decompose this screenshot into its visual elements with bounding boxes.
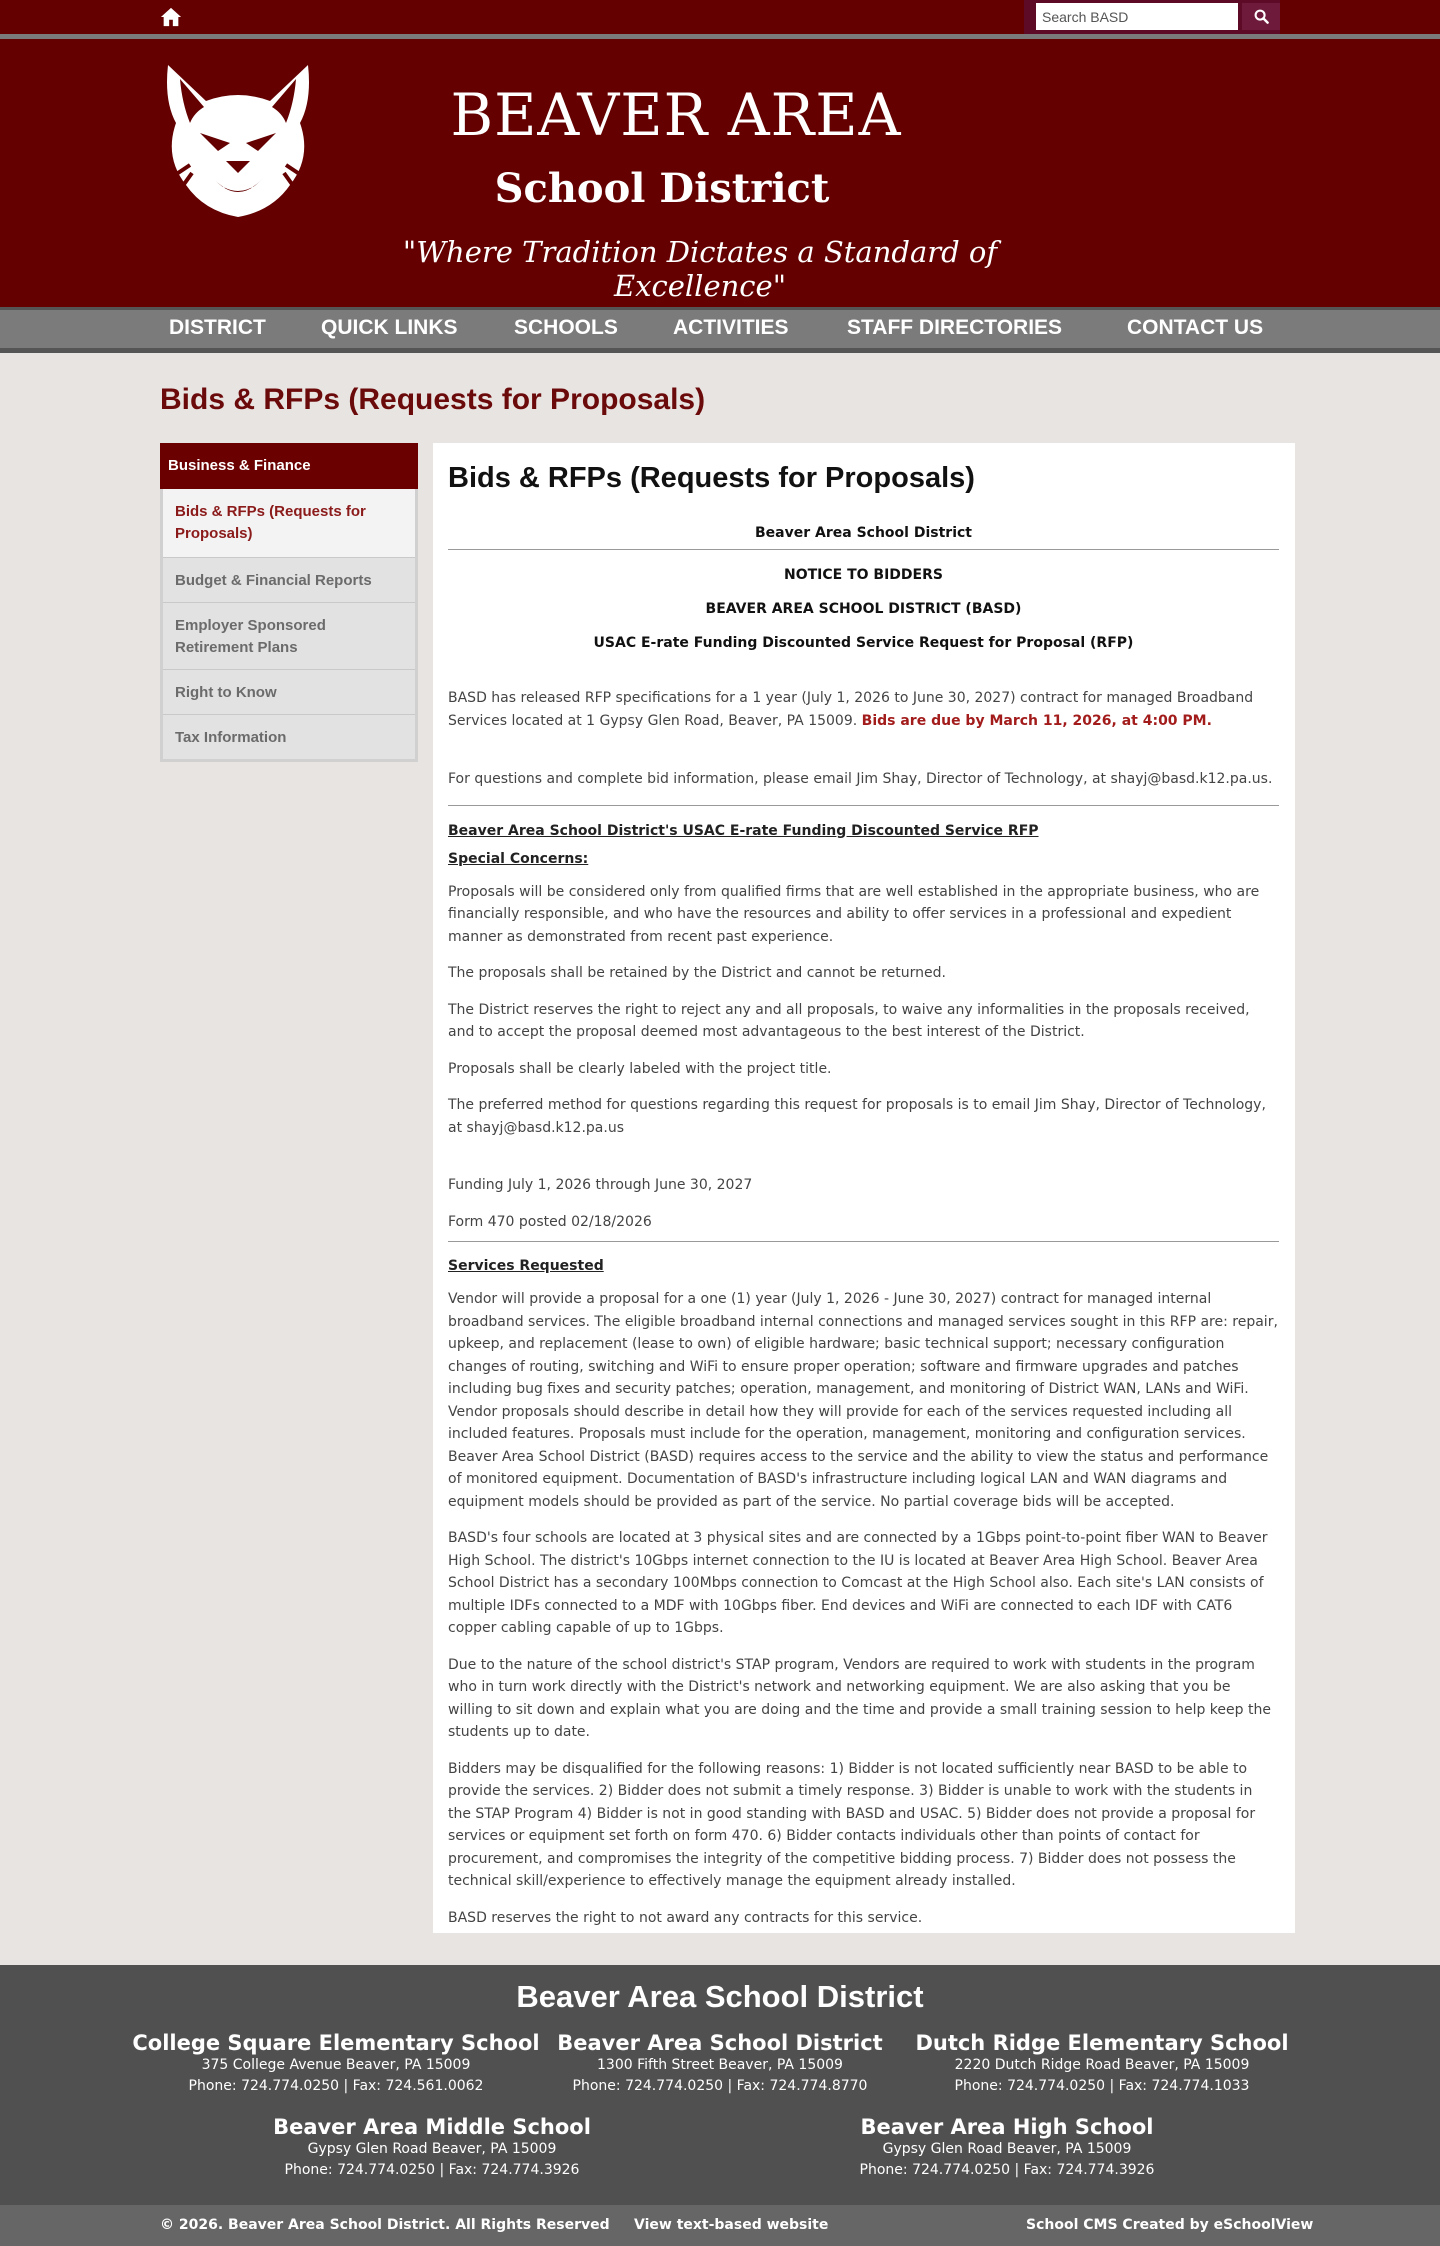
school-address: Gypsy Glen Road Beaver, PA 15009 <box>307 2141 557 2157</box>
text-based-website-link[interactable]: View text-based website <box>634 2217 829 2233</box>
special-paragraph: Proposals shall be clearly labeled with the project title. <box>448 1060 832 1077</box>
notice-rfp: USAC E-rate Funding Discounted Service Request for Proposal (RFP) <box>593 635 1134 651</box>
top-bar <box>0 0 1440 34</box>
services-paragraph: BASD's four schools are located at 3 physical sites and are connected by a 1Gbps point-to-point fiber WAN to Beaver High School. The district's 10Gbps internet connection to the IU is located at Beaver Area High School. Beaver Area School District has a secondary 100Mbps connection to Comcast at the High School also. Each site's LAN consists of multiple IDFs connected to a MDF with 10Gbps fiber. End devices and WiFi are connected to each IDF with CAT6 copper cabling capable of up to 1Gbps. <box>448 1530 1268 1636</box>
services-paragraph: Bidders may be disqualified for the following reasons: 1) Bidder is not located sufficiently near BASD to be able to provide the services. 2) Bidder does not submit a timely response. 3) Bidder is unable to work with the students in the STAP Program 4) Bidder is not in good standing with BASD and USAC. 5) Bidder does not provide a proposal for services or equipment set forth on form 470. 6) Bidder contacts individuals other than points of contact for procurement, and compromises the integrity of the competitive bidding process. 7) Bidder does not possess the technical skill/experience to effectively manage the equipment already installed. <box>448 1760 1256 1889</box>
footer-school <box>212 2115 652 2181</box>
sidebar-item-retirement-plans[interactable]: Employer Sponsored Retirement Plans <box>163 603 415 670</box>
page-title: Bids & RFPs (Requests for Proposals) <box>160 383 706 416</box>
nav-staff-directories[interactable]: STAFF DIRECTORIES <box>847 316 1063 339</box>
sidebar-header[interactable]: Business & Finance <box>160 443 418 489</box>
divider <box>448 805 1279 806</box>
services-paragraph: Vendor will provide a proposal for a one (1) year (July 1, 2026 - June 30, 2027) contract for managed internal broadband services. The eligible broadband internal connections and managed services sought in this RFP are: repair, upkeep, and replacement (lease to own) of eligible hardware; basic technical support; necessary configuration changes of routing, switching and WiFi to ensure proper operation; software and firmware upgrades and patches including bug fixes and security patches; operation, management, and monitoring of District WAN, LANs and WiFi. Vendor proposals should describe in detail how they will provide for each of the services requested including all included features. Proposals must include for the operation, management, monitoring and configuration services. Beaver Area School District (BASD) requires access to the service and the ability to view the status and performance of monitored equipment. Documentation of BASD's infrastructure including logical LAN and WAN diagrams and equipment models should be provided as part of the service. No partial coverage bids will be accepted. <box>448 1291 1278 1510</box>
divider <box>448 549 1279 550</box>
search-icon <box>1254 9 1269 24</box>
copyright-text: © 2026. Beaver Area School District. All Rights Reserved <box>160 2217 610 2233</box>
intro-paragraph <box>448 687 1279 732</box>
content-title: Bids & RFPs (Requests for Proposals) <box>448 462 975 494</box>
school-name[interactable]: Beaver Area School District <box>557 2031 883 2055</box>
school-phone: Phone: 724.774.0250 | Fax: 724.774.1033 <box>954 2078 1250 2094</box>
nav-bottom-border <box>0 348 1440 353</box>
school-phone: Phone: 724.774.0250 | Fax: 724.774.3926 <box>284 2162 580 2178</box>
school-name[interactable]: College Square Elementary School <box>132 2031 540 2055</box>
bobcat-logo-icon[interactable] <box>160 61 316 219</box>
form470-line: Form 470 posted 02/18/2026 <box>448 1213 652 1230</box>
divider <box>448 1241 1279 1242</box>
search-button[interactable] <box>1242 3 1280 30</box>
school-phone: Phone: 724.774.0250 | Fax: 724.561.0062 <box>188 2078 484 2094</box>
sidebar-list <box>160 489 418 762</box>
sidebar-item-right-to-know[interactable]: Right to Know <box>163 670 415 715</box>
cms-credit-link[interactable]: School CMS Created by eSchoolView <box>1026 2217 1314 2233</box>
notice-heading: NOTICE TO BIDDERS <box>784 567 943 583</box>
footer <box>0 1965 1440 2205</box>
services-heading: Services Requested <box>448 1258 604 1274</box>
nav-contact-us[interactable]: CONTACT US <box>1127 316 1264 339</box>
main-content <box>433 443 1295 1933</box>
site-header <box>0 39 1440 307</box>
footer-school <box>882 2031 1322 2097</box>
sidebar-item-tax-information[interactable]: Tax Information <box>175 729 287 746</box>
sidebar <box>160 443 418 762</box>
questions-paragraph: For questions and complete bid information, please email Jim Shay, Director of Technology, at shayj@basd.k12.pa.us. <box>448 771 1273 787</box>
school-name[interactable]: Dutch Ridge Elementary School <box>915 2031 1289 2055</box>
school-address: 375 College Avenue Beaver, PA 15009 <box>201 2057 471 2073</box>
footer-school <box>787 2115 1227 2181</box>
special-concerns-heading: Special Concerns: <box>448 850 589 867</box>
district-title: BEAVER AREA <box>450 81 902 149</box>
search-input[interactable] <box>1036 3 1238 30</box>
services-paragraph: Due to the nature of the school district's STAP program, Vendors are required to work with students in the program who in turn work directly with the District's network and networking equipment. We are also asking that you be willing to sit down and explain what you are doing and the time and provide a small training session to help keep the students up to date. <box>448 1656 1271 1740</box>
school-address: Gypsy Glen Road Beaver, PA 15009 <box>882 2141 1132 2157</box>
copyright-bar <box>0 2205 1440 2246</box>
special-paragraph: The preferred method for questions regarding this request for proposals is to email Jim Shay, Director of Technology, at shayj@basd.k12.pa.us <box>448 1097 1266 1136</box>
sidebar-item-bids-rfps[interactable]: Bids & RFPs (Requests for Proposals) <box>163 489 415 558</box>
home-icon[interactable] <box>160 6 182 28</box>
search-bar <box>1024 0 1280 34</box>
special-paragraph: The District reserves the right to reject any and all proposals, to waive any informalities in the proposals received, and to accept the proposal deemed most advantageous to the best interest of the District. <box>448 1001 1250 1040</box>
sidebar-item-budget-reports[interactable]: Budget & Financial Reports <box>163 558 415 603</box>
intro-text: BASD has released RFP specifications for a 1 year (July 1, 2026 to June 30, 2027) contract for managed Broadband Services located at 1 Gypsy Glen Road, Beaver, PA 15009. <box>448 690 1254 729</box>
notice-org: BEAVER AREA SCHOOL DISTRICT (BASD) <box>705 601 1022 617</box>
special-paragraph: Proposals will be considered only from qualified firms that are well established in the appropriate business, who are financially responsible, and who have the resources and ability to offer services in a professional and expedient manner as demonstrated from recent past experience. <box>448 883 1260 945</box>
school-phone: Phone: 724.774.0250 | Fax: 724.774.3926 <box>859 2162 1155 2178</box>
footer-school <box>116 2031 556 2097</box>
org-name: Beaver Area School District <box>755 525 972 541</box>
due-date: Bids are due by March 11, 2026, at 4:00 PM. <box>861 712 1212 729</box>
school-name[interactable]: Beaver Area High School <box>860 2115 1154 2139</box>
nav-district[interactable]: DISTRICT <box>169 316 266 339</box>
school-name[interactable]: Beaver Area Middle School <box>273 2115 591 2139</box>
nav-schools[interactable]: SCHOOLS <box>514 316 618 339</box>
services-paragraph: BASD reserves the right to not award any contracts for this service. <box>448 1909 923 1926</box>
special-paragraph: The proposals shall be retained by the District and cannot be returned. <box>448 965 946 981</box>
rfp-heading: Beaver Area School District's USAC E-rate Funding Discounted Service RFP <box>448 822 1039 839</box>
school-address: 1300 Fifth Street Beaver, PA 15009 <box>597 2057 843 2073</box>
district-motto: "Where Tradition Dictates a Standard of Excellence" <box>402 235 998 303</box>
school-address: 2220 Dutch Ridge Road Beaver, PA 15009 <box>954 2057 1250 2073</box>
funding-line: Funding July 1, 2026 through June 30, 2027 <box>448 1177 753 1193</box>
school-phone: Phone: 724.774.0250 | Fax: 724.774.8770 <box>572 2078 868 2094</box>
footer-school <box>500 2031 940 2097</box>
district-subtitle: School District <box>494 165 830 212</box>
nav-quick-links[interactable]: QUICK LINKS <box>321 316 458 339</box>
footer-title: Beaver Area School District <box>516 1979 924 2014</box>
main-nav <box>0 310 1440 348</box>
nav-activities[interactable]: ACTIVITIES <box>673 316 789 339</box>
